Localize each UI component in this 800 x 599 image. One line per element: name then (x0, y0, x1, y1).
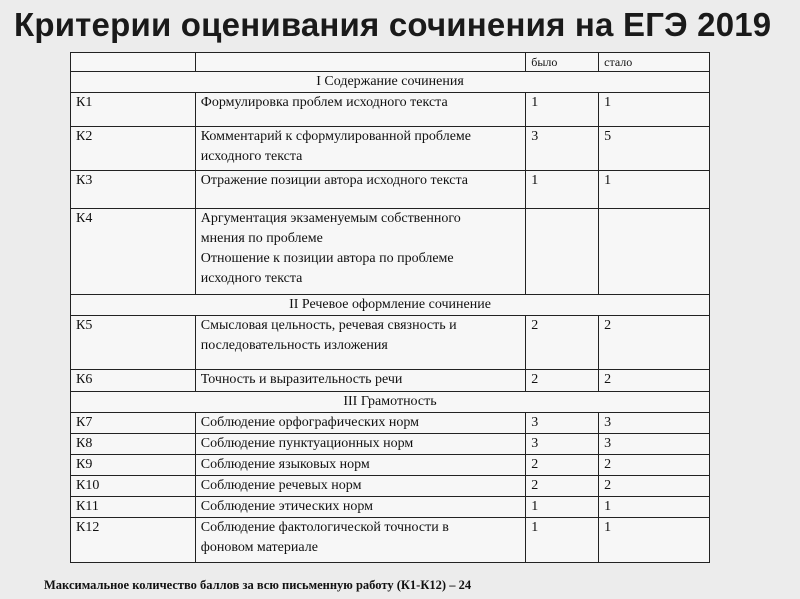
section-row (71, 295, 710, 316)
header-cell-now: стало (599, 53, 710, 72)
score-was: 2 (526, 316, 599, 370)
table-row (71, 497, 710, 518)
score-now: 5 (599, 127, 710, 171)
section-row (71, 392, 710, 413)
score-was: 3 (526, 127, 599, 171)
criterion-description-line: Соблюдение орфографических норм (200, 415, 419, 430)
criterion-description (195, 127, 525, 171)
score-now: 2 (599, 455, 710, 476)
criterion-description (195, 413, 525, 434)
score-now: 3 (599, 434, 710, 455)
criterion-description-line: последовательность изложения (200, 338, 388, 353)
criterion-code: К3 (71, 171, 196, 209)
criterion-description-line: Соблюдение фактологической точности в (200, 520, 449, 535)
score-now (599, 209, 710, 295)
table-row (71, 518, 710, 563)
section-title: I Содержание сочинения (71, 72, 710, 93)
criterion-description (195, 93, 525, 127)
criterion-description-line: Соблюдение языковых норм (200, 457, 370, 472)
table-row (71, 127, 710, 171)
criteria-table (70, 52, 710, 563)
table-row (71, 370, 710, 392)
criterion-description-line: исходного текста (200, 271, 303, 286)
criterion-description (195, 518, 525, 563)
score-now: 1 (599, 93, 710, 127)
header-cell-was: было (526, 53, 599, 72)
score-now: 1 (599, 497, 710, 518)
score-was: 1 (526, 518, 599, 563)
table-row (71, 209, 710, 295)
table-header-row (71, 53, 710, 72)
criterion-description-line: Отношение к позиции автора по проблеме (200, 251, 454, 266)
criterion-description-line: Точность и выразительность речи (200, 372, 403, 387)
criterion-description (195, 316, 525, 370)
criterion-description-line: Комментарий к сформулированной проблеме (200, 129, 471, 144)
score-was: 3 (526, 413, 599, 434)
score-was: 2 (526, 455, 599, 476)
section-row (71, 72, 710, 93)
criterion-description-line: мнения по проблеме (200, 231, 323, 246)
score-was: 1 (526, 497, 599, 518)
table-row (71, 413, 710, 434)
table-row (71, 171, 710, 209)
criterion-description (195, 455, 525, 476)
score-was: 3 (526, 434, 599, 455)
header-cell-code (71, 53, 196, 72)
score-now: 2 (599, 316, 710, 370)
criterion-description (195, 171, 525, 209)
criterion-code: К6 (71, 370, 196, 392)
criterion-code: К8 (71, 434, 196, 455)
criterion-description (195, 497, 525, 518)
criterion-description-line: Формулировка проблем исходного текста (200, 95, 448, 110)
header-cell-criterion (195, 53, 525, 72)
table-row (71, 455, 710, 476)
section-title: III Грамотность (71, 392, 710, 413)
score-now: 1 (599, 518, 710, 563)
criterion-code: К4 (71, 209, 196, 295)
table-row (71, 316, 710, 370)
score-now: 2 (599, 476, 710, 497)
criterion-description-line: исходного текста (200, 149, 303, 164)
criterion-description (195, 434, 525, 455)
criteria-table-body (71, 53, 710, 563)
max-score-note: Максимальное количество баллов за всю письменную работу (К1-К12) – 24 (44, 578, 472, 592)
score-was (526, 209, 599, 295)
table-row (71, 476, 710, 497)
criterion-description-line: Соблюдение этических норм (200, 499, 374, 514)
criterion-code: К12 (71, 518, 196, 563)
criterion-description (195, 476, 525, 497)
criterion-description-line: Аргументация экзаменуемым собственного (200, 211, 461, 226)
criterion-description-line: Смысловая цельность, речевая связность и (200, 318, 457, 333)
score-was: 1 (526, 171, 599, 209)
criterion-code: К11 (71, 497, 196, 518)
criterion-description (195, 370, 525, 392)
criterion-code: К9 (71, 455, 196, 476)
score-now: 2 (599, 370, 710, 392)
criterion-code: К10 (71, 476, 196, 497)
section-title: II Речевое оформление сочинение (71, 295, 710, 316)
criterion-code: К2 (71, 127, 196, 171)
page-title: Критерии оценивания сочинения на ЕГЭ 2019 (14, 6, 772, 43)
criterion-code: К5 (71, 316, 196, 370)
criterion-description (195, 209, 525, 295)
criterion-description-line: фоновом материале (200, 540, 318, 555)
criterion-description-line: Отражение позиции автора исходного текста (200, 173, 468, 188)
table-row (71, 93, 710, 127)
criterion-code: К7 (71, 413, 196, 434)
score-now: 1 (599, 171, 710, 209)
score-was: 1 (526, 93, 599, 127)
criterion-description-line: Соблюдение пунктуационных норм (200, 436, 414, 451)
table-row (71, 434, 710, 455)
criterion-code: К1 (71, 93, 196, 127)
score-now: 3 (599, 413, 710, 434)
score-was: 2 (526, 476, 599, 497)
score-was: 2 (526, 370, 599, 392)
criterion-description-line: Соблюдение речевых норм (200, 478, 362, 493)
